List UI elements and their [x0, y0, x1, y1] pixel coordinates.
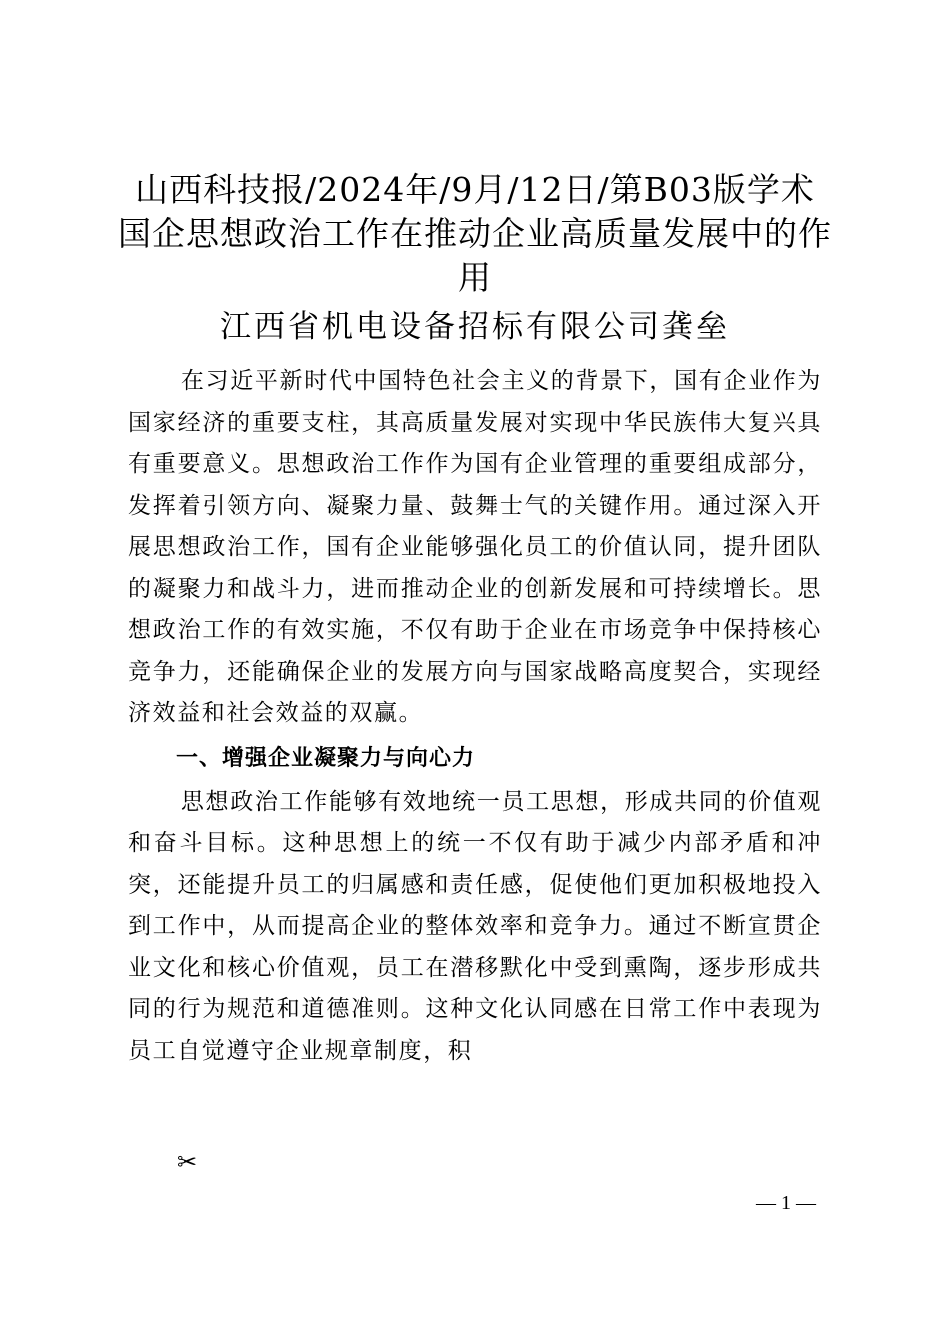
- source-line: 山西科技报/2024年/9月/12日/第B03版学术: [135, 170, 815, 209]
- section-paragraph-1: 思想政治工作能够有效地统一员工思想，形成共同的价值观和奋斗目标。这种思想上的统一不仅有助于减少内部矛盾和冲突，还能提升员工的归属感和责任感，促使他们更加积极地投入到工作中，从而提高企业的整体效率和竞争力。通过不断宣贯企业文化和核心价值观，员工在潜移默化中受到熏陶，逐步形成共同的行为规范和道德准则。这种文化认同感在日常工作中表现为员工自觉遵守企业规章制度，积: [128, 788, 822, 1064]
- scissors-icon: ✂: [177, 1148, 198, 1176]
- author-line: 江西省机电设备招标有限公司龚垒: [220, 309, 730, 345]
- article-body: [128, 361, 822, 1072]
- page-number: — 1 —: [756, 1192, 816, 1214]
- title-block: [110, 168, 840, 352]
- article-title: 国企思想政治工作在推动企业高质量发展中的作用: [118, 214, 832, 297]
- intro-paragraph: 在习近平新时代中国特色社会主义的背景下，国有企业作为国家经济的重要支柱，其高质量发展对实现中华民族伟大复兴具有重要意义。思想政治工作作为国有企业管理的重要组成部分，发挥着引领方向、凝聚力量、鼓舞士气的关键作用。通过深入开展思想政治工作，国有企业能够强化员工的价值认同，提升团队的凝聚力和战斗力，进而推动企业的创新发展和可持续增长。思想政治工作的有效实施，不仅有助于企业在市场竞争中保持核心竞争力，还能确保企业的发展方向与国家战略高度契合，实现经济效益和社会效益的双赢。: [128, 368, 822, 726]
- section-heading-1: 一、增强企业凝聚力与向心力: [176, 745, 476, 771]
